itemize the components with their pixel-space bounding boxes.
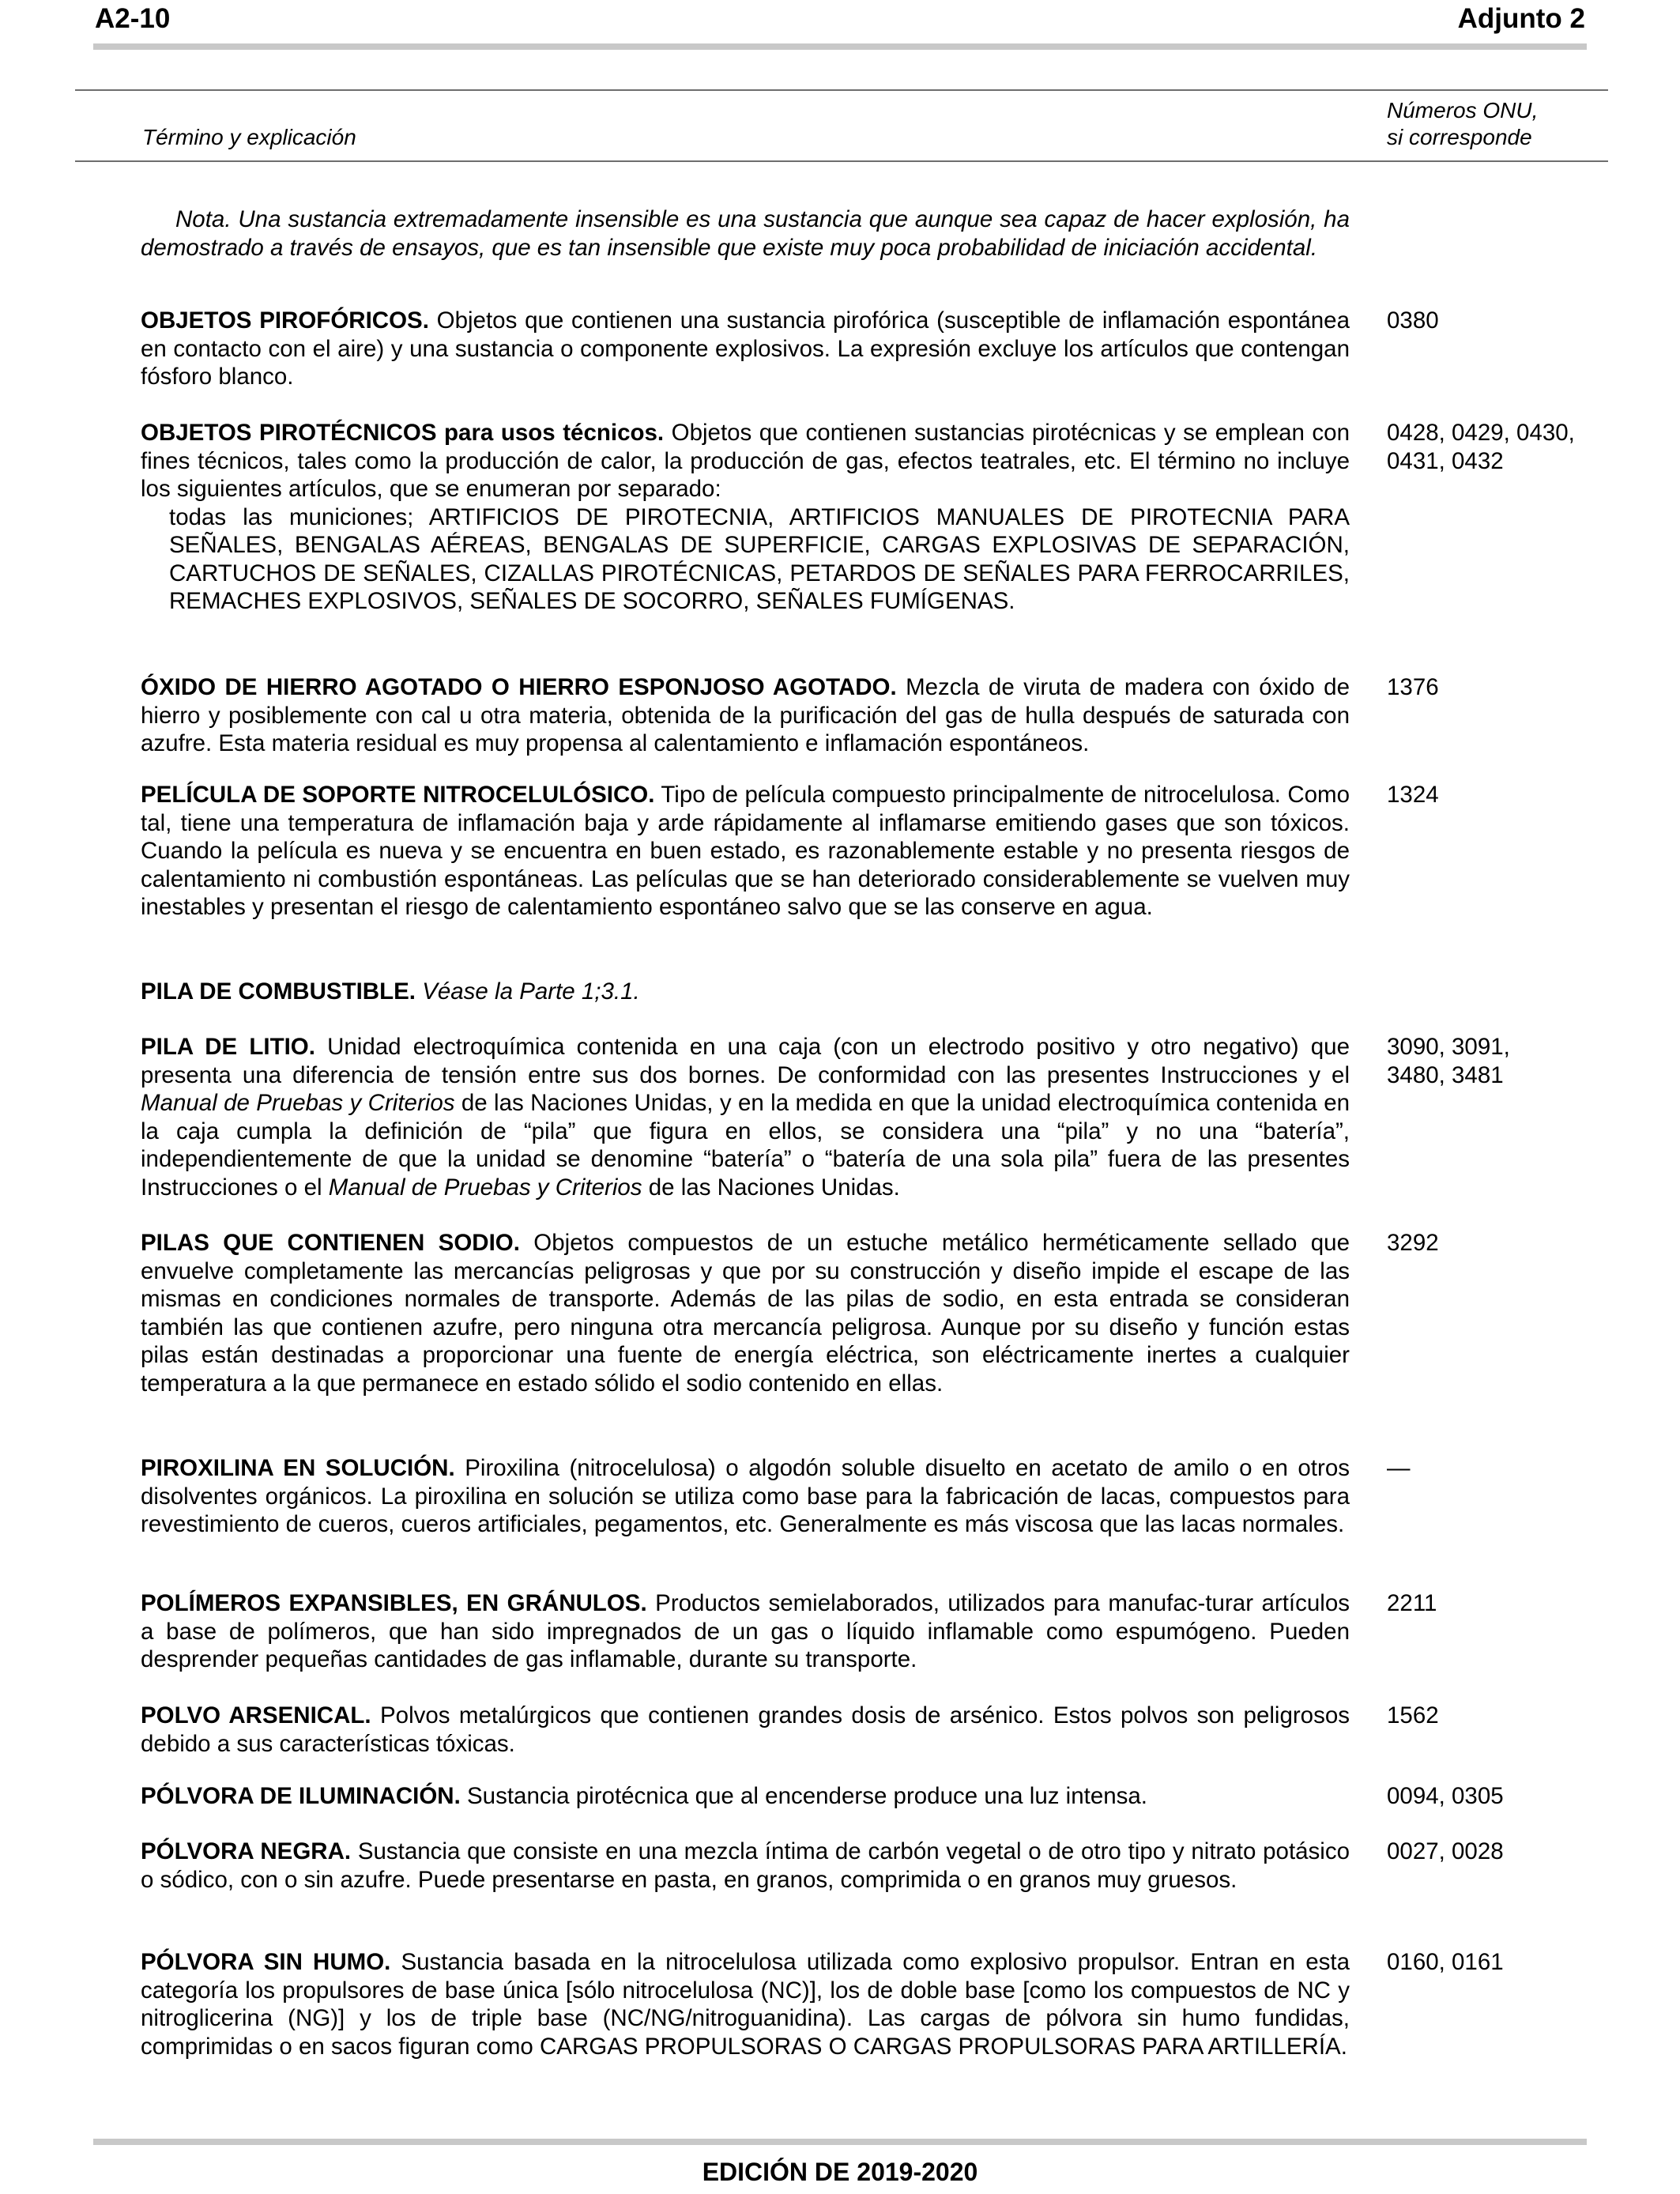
entry-text: Mezcla de viruta de madera con óxido de hierro y posiblemente con cal u otra materia, obtenida de la purificación del gas de hulla después de saturada con azufre. Esta materia residual es muy propensa al calentamiento e inflamación espontáneos. — [141, 674, 1350, 756]
un-number: 1562 — [1387, 1702, 1439, 1728]
entry-term: OBJETOS PIROFÓRICOS. — [141, 307, 429, 334]
entry-pilas-sodio — [141, 1229, 1350, 1397]
entry-polvora-negra — [141, 1838, 1350, 1894]
note-paragraph — [141, 205, 1350, 262]
un-number: 2211 — [1387, 1590, 1437, 1616]
entry-pelicula-nitrocelulosico — [141, 781, 1350, 922]
entry-text: Objetos compuestos de un estuche metálico herméticamente sellado que envuelve completamente las mercancías peligrosas y que por su construcción y diseño impide el escape de las mismas en condiciones normales de transporte. Además de las pilas de sodio, en esta entrada se consideran también las que contienen azufre, pero ninguna otra mercancía peligrosa. Aunque por su diseño y función estas pilas están destinadas a proporcionar una fuente de energía eléctrica, son eléctricamente inertes a cualquier temperatura a la que permanece en estado sólido el sodio contenido en ellas. — [141, 1230, 1350, 1397]
un-number: — — [1387, 1455, 1411, 1481]
un-number: 3292 — [1387, 1230, 1439, 1256]
entry-objetos-pirotecnicos — [141, 419, 1350, 616]
entry-text: Sustancia que consiste en una mezcla íntima de carbón vegetal o de otro tipo y nitrato potásico o sódico, con o sin azufre. Puede presentarse en pasta, en granos, comprimida o en granos muy gruesos. — [141, 1838, 1350, 1893]
entry-text: Objetos que contienen sustancias pirotécnicas y se emplean con fines técnicos, tales como la producción de calor, la producción de gas, efectos teatrales, etc. El término no incluye los siguientes artículos, que se enumeran por separado: — [141, 420, 1350, 502]
entry-text: Sustancia basada en la nitrocelulosa utilizada como explosivo propulsor. Entran en esta categoría los propulsores de base única [sólo nitrocelulosa (NC)], los de doble base [como los compuestos de NC y nitroglicerina (NG)] y los de triple base (NC/NG/nitroguanidina). Las cargas de pólvora sin humo fundidas, comprimidas o en sacos figuran como CARGAS PROPULSORAS O CARGAS PROPULSORAS PARA ARTILLERÍA. — [141, 1949, 1350, 2060]
note-text: Una sustancia extremadamente insensible es una sustancia que aunque sea capaz de hacer explosión, ha demostrado a través de ensayos, que es tan insensible que existe muy poca probabilidad de iniciación accidental. — [141, 206, 1350, 261]
entry-pila-de-combustible — [141, 978, 1350, 1006]
un-number: 3090, 3091, — [1387, 1034, 1510, 1060]
attachment-label: Adjunto 2 — [1457, 3, 1585, 34]
entry-polimeros-expansibles — [141, 1589, 1350, 1674]
un-number: 0428, 0429, 0430, — [1387, 420, 1575, 446]
entry-polvora-sin-humo — [141, 1948, 1350, 2060]
table-header-rule — [75, 160, 1608, 162]
entry-text: Tipo de película compuesto principalmente de nitrocelulosa. Como tal, tiene una temperatura de inflamación baja y arde rápidamente al inflamarse emitiendo gases que son tóxicos. Cuando la película es nueva y se encuentra en buen estado, es razonablemente estable y no presenta riesgos de calentamiento ni combustión espontáneas. Las películas que se han deteriorado considerablemente se vuelven muy inestables y presentan el riesgo de calentamiento espontáneo salvo que se las conserve en agua. — [141, 782, 1350, 920]
un-number: 0160, 0161 — [1387, 1949, 1504, 1975]
entry-piroxilina — [141, 1454, 1350, 1539]
entry-text-part2: de las Naciones Unidas, y en la medida en que la unidad electroquímica contenida en la caja cumpla la definición de “pila” que figura en ellos, se considera una “pila” y no una “batería”, independientemente de que la unidad se denomine “batería” o “batería de una sola pila” fuera de las presentes Instrucciones o el — [141, 1090, 1350, 1201]
entry-sublist: todas las municiones; ARTIFICIOS DE PIROTECNIA, ARTIFICIOS MANUALES DE PIROTECNIA PARA SEÑALES, BENGALAS AÉREAS, BENGALAS DE SUPERFICIE, CARGAS EXPLOSIVAS DE SEPARACIÓN, CARTUCHOS DE SEÑALES, CIZALLAS PIROTÉCNICAS, PETARDOS DE SEÑALES PARA FERROCARRILES, REMACHES EXPLOSIVOS, SEÑALES DE SOCORRO, SEÑALES FUMÍGENAS. — [169, 503, 1350, 614]
entry-term: POLÍMEROS EXPANSIBLES, EN GRÁNULOS. — [141, 1590, 647, 1616]
un-number: 0094, 0305 — [1387, 1783, 1504, 1809]
header-divider — [93, 43, 1587, 50]
un-number-line2: 0431, 0432 — [1387, 448, 1504, 474]
entry-polvo-arsenical — [141, 1702, 1350, 1758]
entry-term: PIROXILINA EN SOLUCIÓN. — [141, 1455, 455, 1481]
entry-text-part3: de las Naciones Unidas. — [642, 1174, 900, 1201]
entry-reference: Véase la Parte 1;3.1. — [416, 978, 640, 1005]
entry-term: PÓLVORA SIN HUMO. — [141, 1949, 391, 1975]
un-number: 0027, 0028 — [1387, 1838, 1504, 1864]
entry-text-part1: Unidad electroquímica contenida en una caja (con un electrodo positivo y otro negativo) que presenta una diferencia de tensión entre sus dos bornes. De conformidad con las presentes Instrucciones y el — [141, 1034, 1350, 1088]
entry-text: Polvos metalúrgicos que contienen grandes dosis de arsénico. Estos polvos son peligrosos debido a sus características tóxicas. — [141, 1702, 1350, 1757]
entry-term: PÓLVORA DE ILUMINACIÓN. — [141, 1783, 461, 1809]
entry-term: PÓLVORA NEGRA. — [141, 1838, 352, 1864]
column-header-un-line2: si corresponde — [1387, 125, 1532, 149]
column-header-un-line1: Números ONU, — [1387, 98, 1539, 123]
footer-divider — [93, 2139, 1587, 2145]
entry-term: PILA DE COMBUSTIBLE. — [141, 978, 416, 1005]
entry-term: OBJETOS PIROTÉCNICOS para usos técnicos. — [141, 420, 665, 446]
edition-footer: EDICIÓN DE 2019-2020 — [702, 2158, 978, 2186]
note-prefix: Nota. — [175, 206, 232, 232]
un-number: 1324 — [1387, 782, 1439, 808]
column-header-term: Término y explicación — [142, 125, 356, 149]
un-number: 0380 — [1387, 307, 1439, 334]
entry-term: ÓXIDO DE HIERRO AGOTADO O HIERRO ESPONJOSO AGOTADO. — [141, 674, 897, 700]
entry-term: PILA DE LITIO. — [141, 1034, 315, 1060]
page-number: A2-10 — [95, 3, 171, 34]
entry-oxido-de-hierro — [141, 673, 1350, 758]
entry-text: Piroxilina (nitrocelulosa) o algodón soluble disuelto en acetato de amilo o en otros disolventes orgánicos. La piroxilina en solución se utiliza como base para la fabricación de lacas, compuestos para revestimiento de cueros, cueros artificiales, pegamentos, etc. Generalmente es más viscosa que las lacas normales. — [141, 1455, 1350, 1537]
entry-term: POLVO ARSENICAL. — [141, 1702, 371, 1728]
entry-term: PELÍCULA DE SOPORTE NITROCELULÓSICO. — [141, 782, 655, 808]
entry-manual-ref-2: Manual de Pruebas y Criterios — [328, 1174, 642, 1201]
entry-manual-ref-1: Manual de Pruebas y Criterios — [141, 1090, 455, 1116]
un-number: 1376 — [1387, 674, 1439, 700]
table-top-rule — [75, 89, 1608, 91]
entry-pila-de-litio — [141, 1033, 1350, 1201]
entry-text: Productos semielaborados, utilizados para manufac-turar artículos a base de polímeros, que han sido impregnados de un gas o líquido inflamable como espumógeno. Pueden desprender pequeñas cantidades de gas inflamable, durante su transporte. — [141, 1590, 1350, 1672]
un-number-line2: 3480, 3481 — [1387, 1062, 1504, 1088]
entry-polvora-iluminacion — [141, 1782, 1350, 1811]
entry-text: Objetos que contienen una sustancia pirofórica (susceptible de inflamación espontánea en contacto con el aire) y una sustancia o componente explosivos. La expresión excluye los artículos que contengan fósforo blanco. — [141, 307, 1350, 390]
entry-text: Sustancia pirotécnica que al encenderse produce una luz intensa. — [460, 1783, 1147, 1809]
entry-term: PILAS QUE CONTIENEN SODIO. — [141, 1230, 520, 1256]
entry-objetos-piroforicos — [141, 307, 1350, 391]
